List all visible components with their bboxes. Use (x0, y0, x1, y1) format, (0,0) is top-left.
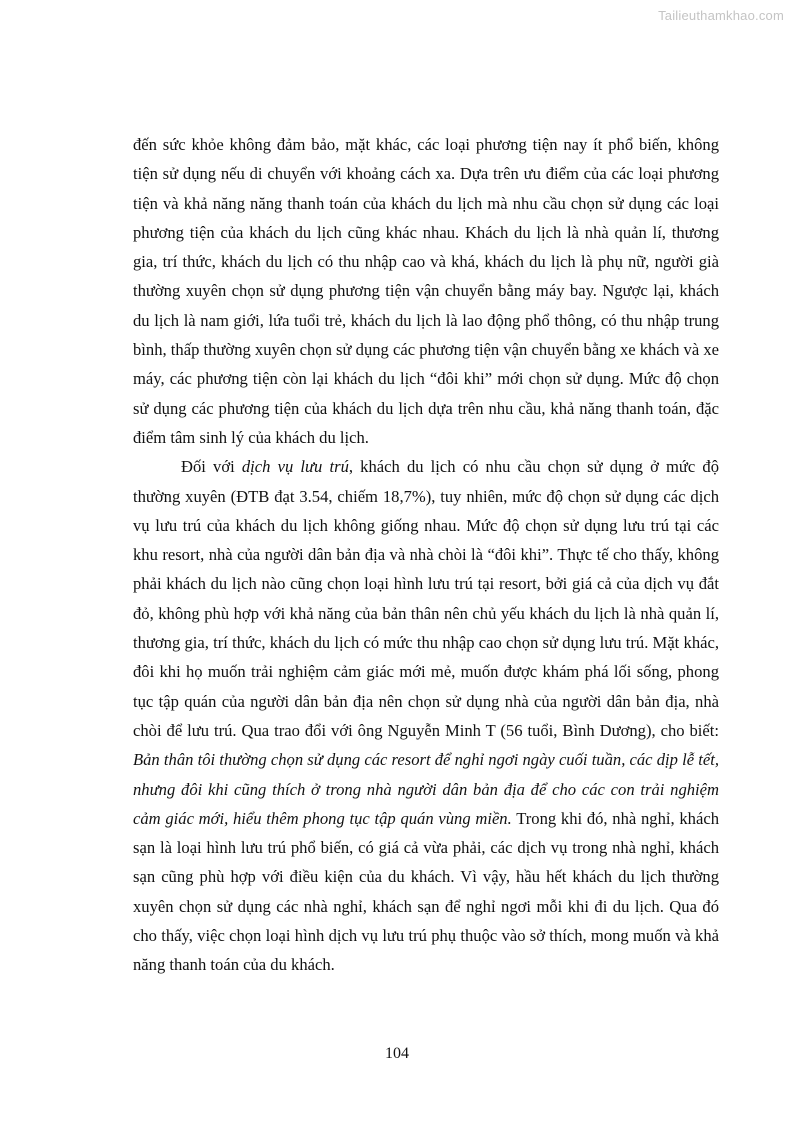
interview-quote: Bản thân tôi thường chọn sử dụng các resort để nghỉ ngơi ngày cuối tuần, các dịp lễ tết, nhưng đôi khi cũng thích ở trong nhà người dân bản địa để cho các con trải nghiệm cảm giác mới, hiểu thêm phong tục tập quán vùng miền. (133, 750, 719, 828)
italic-term: dịch vụ lưu trú (241, 457, 349, 477)
watermark-text: Tailieuthamkhao.com (658, 8, 784, 23)
paragraph-accommodation (133, 452, 719, 979)
paragraph-body: , khách du lịch có nhu cầu chọn sử dụng ở mức độ thường xuyên (ĐTB đạt 3.54, chiếm 18,7%), tuy nhiên, mức độ chọn sử dụng các dịch vụ lưu trú của khách du lịch không giống nhau. Mức độ chọn sử dụng lưu trú tại các khu resort, nhà của người dân bản địa và nhà chòi là “đôi khi”. Thực tế cho thấy, không phải khách du lịch nào cũng chọn loại hình lưu trú tại resort, bởi giá cả của dịch vụ đắt đỏ, không phù hợp với khả năng của bản thân nên chủ yếu khách du lịch là nhà quản lí, thương gia, trí thức, khách du lịch có mức thu nhập cao chọn sử dụng lưu trú. Mặt khác, đôi khi họ muốn trải nghiệm cảm giác mới mẻ, muốn được khám phá lối sống, phong tục tập quán của người dân bản địa nên chọn sử dụng nhà của người dân bản địa, nhà chòi để lưu trú. Qua trao đổi với ông Nguyễn Minh T (56 tuổi, Bình Dương), cho biết: (133, 457, 719, 740)
document-body (133, 130, 719, 980)
paragraph-intro: Đối với (181, 457, 242, 477)
paragraph-outro: Trong khi đó, nhà nghỉ, khách sạn là loại hình lưu trú phổ biến, có giá cả vừa phải, các dịch vụ trong nhà nghỉ, khách sạn cũng phù hợp với điều kiện của du khách. Vì vậy, hầu hết khách du lịch thường xuyên chọn sử dụng các nhà nghỉ, khách sạn để nghỉ ngơi mỗi khi đi du lịch. Qua đó cho thấy, việc chọn loại hình dịch vụ lưu trú phụ thuộc vào sở thích, mong muốn và khả năng thanh toán của du khách. (133, 808, 719, 975)
page-number: 104 (385, 1045, 409, 1062)
paragraph-transport: đến sức khỏe không đảm bảo, mặt khác, các loại phương tiện nay ít phổ biến, không tiện sử dụng nếu di chuyển với khoảng cách xa. Dựa trên ưu điểm của các loại phương tiện và khả năng năng thanh toán của khách du lịch mà nhu cầu chọn sử dụng các loại phương tiện của khách du lịch cũng khác nhau. Khách du lịch là nhà quản lí, thương gia, trí thức, khách du lịch có thu nhập cao và khá, khách du lịch là phụ nữ, người già thường xuyên chọn sử dụng phương tiện vận chuyển bằng máy bay. Ngược lại, khách du lịch là nam giới, lứa tuổi trẻ, khách du lịch là lao động phổ thông, có thu nhập trung bình, thấp thường xuyên chọn sử dụng các phương tiện vận chuyển bằng xe khách và xe máy, các phương tiện còn lại khách du lịch “đôi khi” mới chọn sử dụng. Mức độ chọn sử dụng các phương tiện của khách du lịch dựa trên nhu cầu, khả năng thanh toán, đặc điểm tâm sinh lý của khách du lịch. (133, 135, 719, 447)
